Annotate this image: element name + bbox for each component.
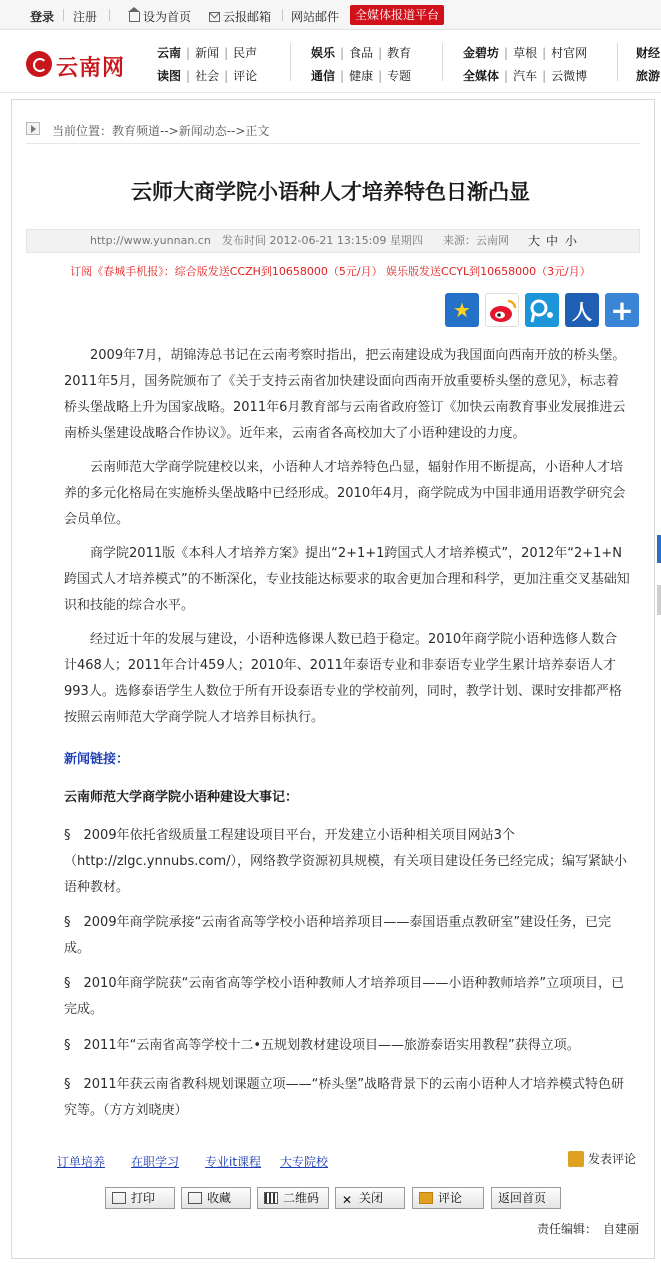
print-label: 打印 <box>131 1191 156 1205</box>
nav-society[interactable]: 社会 <box>195 69 220 83</box>
related-link[interactable]: 大专院校 <box>280 1155 329 1169</box>
article-paragraph: 商学院2011版《本科人才培养方案》提出“2+1+1跨国式人才培养模式”，2012年“2+1+N跨国式人才培养模式”的不断深化，专业技能达标要求的取舍更加合理和科学，更加注重交叉基础知识和技能的综合水平。 <box>64 546 630 613</box>
nav-travel[interactable]: 旅游 <box>636 69 661 83</box>
tencent-weibo-icon[interactable] <box>525 293 559 327</box>
breadcrumb-arrow-icon <box>26 122 40 135</box>
article-paragraph: 经过近十年的发展与建设，小语种选修课人数已趋于稳定。2010年商学院小语种选修人数合计468人；2011年合计459人；2010年、2011年泰语专业和非泰语专业学生累计培养泰语人才993人。选修泰语学生人数位于所有开设泰语专业的学校前列，同时，教学计划、课时安排都严格按照云南师范大学商学院人才培养目标执行。 <box>64 632 622 725</box>
back-home-label: 返回首页 <box>498 1191 547 1205</box>
nav-news[interactable]: 新闻 <box>195 46 220 60</box>
qrcode-label: 二维码 <box>283 1191 320 1205</box>
divider <box>290 43 291 81</box>
yunbao-mail-link[interactable] <box>209 8 271 25</box>
divider <box>442 43 443 81</box>
mail-icon <box>209 12 220 22</box>
nav-minsheng[interactable]: 民声 <box>233 46 258 60</box>
home-icon <box>129 12 140 22</box>
nav-telecom[interactable]: 通信 <box>311 69 336 83</box>
comment-icon <box>568 1151 584 1167</box>
milestone-item: § 2011年获云南省教科规划课题立项——“桥头堡”战略背景下的云南小语种人才培养模式特色研究等。（方方刘晓庚） <box>64 1077 625 1118</box>
logo-seal-icon <box>26 51 52 77</box>
site-mail-link[interactable]: 网站邮件 <box>291 10 340 24</box>
site-header: 云南网 云南 | 新闻 | 民声 读图 | 社会 | 评论 娱乐 | 食品 | 教育 通信 | 健康 | 专题 金碧坊 | 草根 | 村官网 全媒体 | 汽车 | 云微博 财经 旅游 <box>0 31 661 93</box>
set-home-link[interactable] <box>129 8 191 25</box>
related-link[interactable]: 专业it课程 <box>205 1155 262 1169</box>
renren-icon[interactable]: 人 <box>565 293 599 327</box>
more-share-icon[interactable]: + <box>605 293 639 327</box>
font-size-medium[interactable]: 中 <box>546 234 559 248</box>
set-home-label: 设为首页 <box>143 10 192 24</box>
nav-finance[interactable]: 财经 <box>636 46 661 60</box>
logo-text: 云南网 <box>56 55 126 81</box>
close-label: 关闭 <box>359 1191 384 1205</box>
nav-topics[interactable]: 专题 <box>387 69 412 83</box>
nav-yunnan[interactable]: 云南 <box>157 46 182 60</box>
nav-jinbifang[interactable]: 金碧坊 <box>463 46 500 60</box>
print-button[interactable] <box>105 1187 175 1209</box>
nav-auto[interactable]: 汽车 <box>513 69 538 83</box>
divider <box>282 9 283 21</box>
nav-allmedia[interactable]: 全媒体 <box>463 69 500 83</box>
favorite-star-icon[interactable]: ★ <box>445 293 479 327</box>
nav-health[interactable]: 健康 <box>349 69 374 83</box>
article-url: http://www.yunnan.cn <box>90 234 211 247</box>
nav-weibo[interactable]: 云微博 <box>551 69 588 83</box>
nav-comment[interactable]: 评论 <box>233 69 258 83</box>
qrcode-button[interactable] <box>257 1187 329 1209</box>
favorite-button[interactable] <box>181 1187 251 1209</box>
responsible-editor: 责任编辑： 自建丽 <box>537 1222 640 1236</box>
related-link[interactable]: 在职学习 <box>131 1155 180 1169</box>
close-icon: ✕ <box>342 1193 353 1207</box>
milestone-item: § 2011年“云南省高等学校十二•五规划教材建设项目——旅游泰语实用教程”获得立项。 <box>64 1038 580 1053</box>
comment-button[interactable] <box>412 1187 484 1209</box>
divider <box>109 9 110 21</box>
media-platform-button[interactable]: 全媒体报道平台 <box>350 5 444 25</box>
yunbao-mail-label: 云报邮箱 <box>223 10 272 24</box>
article-meta-bar <box>26 229 640 253</box>
breadcrumb-text[interactable]: 当前位置：教育频道-->新闻动态-->正文 <box>52 124 270 138</box>
publish-time: 发布时间 2012-06-21 13:15:09 星期四 <box>222 234 423 247</box>
milestone-item: § 2009年商学院承接“云南省高等学校小语种培养项目——泰国语重点教研室”建设任务，已完成。 <box>64 915 612 956</box>
comment-label: 评论 <box>438 1191 463 1205</box>
article-paragraph: 云南师范大学商学院建校以来，小语种人才培养特色凸显，辐射作用不断提高，小语种人才培养的多元化格局在实施桥头堡战略中已经形成。2010年4月，商学院成为中国非通用语教学研究会会员单位。 <box>64 460 626 527</box>
article-source: 来源：云南网 <box>443 234 509 247</box>
nav-ent[interactable]: 娱乐 <box>311 46 336 60</box>
nav-food[interactable]: 食品 <box>349 46 374 60</box>
font-size-small[interactable]: 小 <box>565 234 578 248</box>
back-home-button[interactable] <box>491 1187 561 1209</box>
login-link[interactable]: 登录 <box>30 10 55 24</box>
milestones-heading: 云南师范大学商学院小语种建设大事记： <box>64 790 299 805</box>
nav-grassroots[interactable]: 草根 <box>513 46 538 60</box>
close-button[interactable] <box>335 1187 405 1209</box>
news-link-heading: 新闻链接： <box>64 752 130 767</box>
divider <box>63 9 64 21</box>
side-tab[interactable] <box>657 585 661 615</box>
favorite-label: 收藏 <box>207 1191 232 1205</box>
divider <box>26 143 640 144</box>
top-utility-bar <box>0 0 661 30</box>
bookmark-icon <box>188 1192 202 1204</box>
article-title: 云师大商学院小语种人才培养特色日渐凸显 <box>131 179 530 204</box>
milestone-item: § 2010年商学院获“云南省高等学校小语种教师人才培养项目——小语种教师培养”立项项目，已完成。 <box>64 976 625 1017</box>
related-link[interactable]: 订单培养 <box>57 1155 106 1169</box>
article-paragraph: 2009年7月，胡锦涛总书记在云南考察时指出，把云南建设成为我国面向西南开放的桥头堡。2011年5月，国务院颁布了《关于支持云南省加快建设面向西南开放重要桥头堡的意见》，标志着桥头堡战略上升为国家战略。2011年6月教育部与云南省政府签订《加快云南教育事业发展推进云南桥头堡建设战略合作协议》。近年来，云南省各高校加大了小语种建设的力度。 <box>64 348 626 441</box>
sina-weibo-icon[interactable] <box>485 293 519 327</box>
comment-icon <box>419 1192 433 1204</box>
nav-village-official[interactable]: 村官网 <box>551 46 588 60</box>
nav-photo[interactable]: 读图 <box>157 69 182 83</box>
register-link[interactable]: 注册 <box>73 10 98 24</box>
breadcrumb <box>26 121 640 138</box>
post-comment-link[interactable] <box>568 1150 636 1167</box>
printer-icon <box>112 1192 126 1204</box>
nav-edu[interactable]: 教育 <box>387 46 412 60</box>
qrcode-icon <box>264 1192 278 1204</box>
post-comment-label: 发表评论 <box>588 1152 637 1166</box>
milestone-item: § 2009年依托省级质量工程建设项目平台，开发建立小语种相关项目网站3个（http://zlgc.ynnubs.com/），网络教学资源初具规模，有关项目建设任务已经完成；编写紧缺小语种教材。 <box>64 828 628 895</box>
font-size-large[interactable]: 大 <box>528 234 541 248</box>
mobile-paper-promo[interactable]: 订阅《春城手机报》：综合版发送CCZH到10658000（5元/月） 娱乐版发送CCYL到10658000（3元/月） <box>70 265 591 278</box>
side-tab[interactable] <box>657 535 661 563</box>
divider <box>617 43 618 81</box>
